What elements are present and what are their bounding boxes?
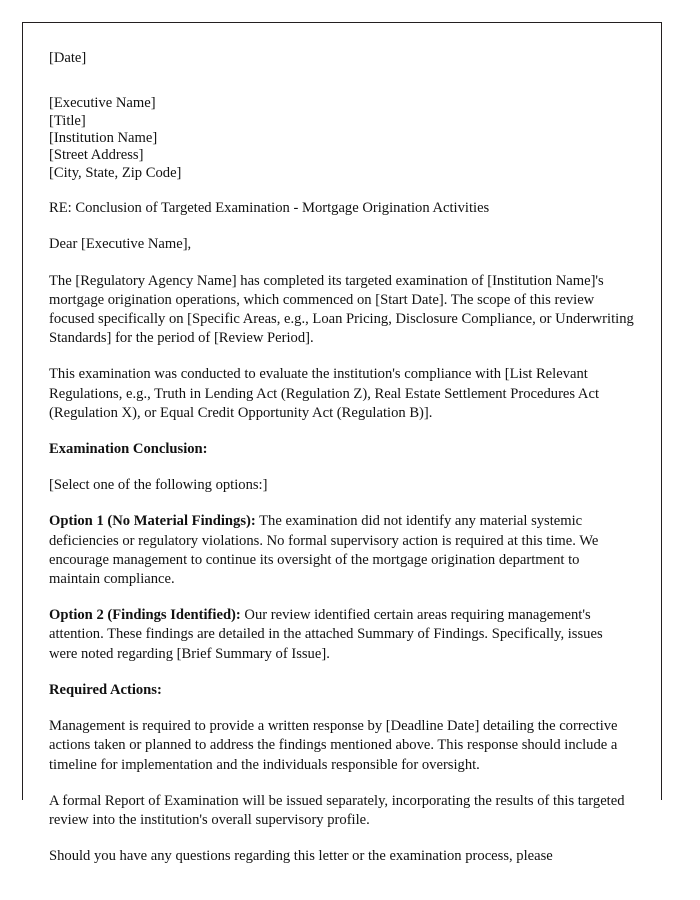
examination-conclusion-heading: Examination Conclusion:	[49, 441, 208, 458]
select-option-instruction: [Select one of the following options:]	[49, 477, 268, 494]
option-1-paragraph	[49, 512, 634, 589]
option-2-paragraph	[49, 606, 634, 664]
paragraph-regulations: This examination was conducted to evaluate the institution's compliance with [List Relevant Regulations, e.g., Truth in Lending Act (Regulation Z), Real Estate Settlement Procedures Act (Regulation X), or Equal Credit Opportunity Act (Regulation B)].	[49, 366, 600, 421]
date-address-spacer	[49, 85, 634, 95]
recipient-street: [Street Address]	[49, 147, 144, 164]
paragraph-clipped-contact: Should you have any questions regarding this letter or the examination process, please	[49, 848, 553, 865]
required-actions-heading: Required Actions:	[49, 681, 162, 698]
paragraph-management-response: Management is required to provide a written response by [Deadline Date] detailing the corrective actions taken or planned to address the findings mentioned above. This response should include a timeline for implementation and the individuals responsible for oversight.	[49, 718, 618, 773]
option-2-text: Our review identified certain areas requiring management's attention. These findings are detailed in the attached Summary of Findings. Specifically, issues were noted regarding [Brief Summary of Issue].	[49, 607, 603, 662]
recipient-address-block	[49, 95, 634, 182]
option-1-text: The examination did not identify any material systemic deficiencies or regulatory violations. No formal supervisory action is required at this time. We encourage management to continue its oversight of the mortgage origination department to maintain compliance.	[49, 513, 599, 588]
document-content-area	[49, 49, 634, 865]
recipient-institution: [Institution Name]	[49, 130, 158, 147]
recipient-title: [Title]	[49, 112, 86, 129]
document-page	[22, 22, 662, 865]
option-2-label: Option 2 (Findings Identified):	[49, 607, 241, 624]
subject-line: RE: Conclusion of Targeted Examination - Mortgage Origination Activities	[49, 200, 490, 217]
recipient-name: [Executive Name]	[49, 95, 156, 112]
recipient-city-state-zip: [City, State, Zip Code]	[49, 164, 182, 181]
letter-date: [Date]	[49, 50, 87, 66]
paragraph-scope: The [Regulatory Agency Name] has completed its targeted examination of [Institution Name]'s mortgage origination operations, which commenced on [Start Date]. The scope of this review focused specifically on [Specific Areas, e.g., Loan Pricing, Disclosure Compliance, or Underwriting Standards] for the period of [Review Period].	[49, 272, 634, 347]
option-1-label: Option 1 (No Material Findings):	[49, 513, 256, 530]
paragraph-report-of-examination: A formal Report of Examination will be issued separately, incorporating the results of this targeted review into the institution's overall supervisory profile.	[49, 792, 625, 828]
salutation: Dear [Executive Name],	[49, 236, 192, 253]
letter-body	[49, 49, 634, 865]
